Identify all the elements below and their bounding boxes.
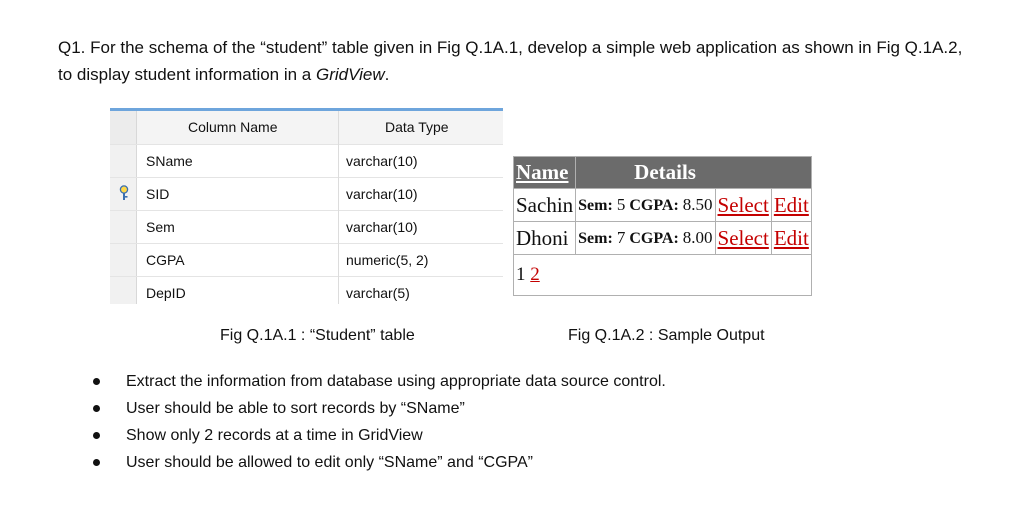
column-name: SID: [146, 186, 170, 202]
list-item: User should be allowed to edit only “SName” and “CGPA”: [92, 449, 666, 476]
edit-cell: [771, 189, 811, 222]
column-name: CGPA: [146, 252, 185, 268]
student-name: Dhoni: [514, 222, 576, 255]
column-name-header: Column Name: [188, 119, 278, 135]
grid-row: [514, 189, 812, 222]
student-name: Sachin: [514, 189, 576, 222]
question-emphasis: GridView: [315, 65, 385, 84]
schema-row: [110, 178, 503, 211]
row-selector: [110, 111, 137, 144]
edit-cell: [771, 222, 811, 255]
data-type: numeric(5, 2): [346, 252, 429, 268]
pager-current-page: 1: [516, 264, 526, 285]
select-link[interactable]: Select: [717, 225, 769, 250]
grid-header-row: [514, 157, 812, 189]
data-type: varchar(10): [346, 153, 418, 169]
grid-pager-row: [514, 255, 812, 296]
column-name: Sem: [146, 219, 175, 235]
row-selector: [110, 178, 137, 210]
pager: [514, 255, 812, 296]
column-name: DepID: [146, 285, 186, 301]
name-header[interactable]: [514, 157, 576, 189]
fig1-caption: Fig Q.1A.1 : “Student” table: [220, 327, 415, 344]
student-details: Sem: 5 CGPA: 8.50: [576, 189, 715, 222]
data-type: varchar(10): [346, 186, 418, 202]
data-type: varchar(10): [346, 219, 418, 235]
row-selector: [110, 211, 137, 243]
schema-row: [110, 277, 503, 304]
key-icon: [119, 185, 129, 201]
data-type: varchar(5): [346, 285, 410, 301]
list-item: Extract the information from database using appropriate data source control.: [92, 368, 666, 395]
select-link[interactable]: Select: [717, 192, 769, 217]
schema-header-row: [110, 111, 503, 145]
student-details: Sem: 7 CGPA: 8.00: [576, 222, 715, 255]
select-cell: [715, 222, 771, 255]
grid-row: [514, 222, 812, 255]
list-item: User should be able to sort records by “SName”: [92, 395, 666, 422]
edit-link[interactable]: Edit: [773, 192, 809, 217]
schema-row: [110, 244, 503, 277]
sample-output-gridview: [513, 156, 812, 296]
schema-row: [110, 145, 503, 178]
name-sort-link[interactable]: Name: [516, 160, 569, 184]
pager-page-link[interactable]: 2: [530, 264, 540, 285]
question-text: Q1. For the schema of the “student” table given in Fig Q.1A.1, develop a simple web application as shown in Fig Q.1A.2, to display student information in a GridView.: [58, 38, 963, 84]
details-header: Details: [576, 157, 812, 189]
row-selector: [110, 277, 137, 304]
column-divider: [338, 111, 339, 304]
schema-row: [110, 211, 503, 244]
list-item: Show only 2 records at a time in GridView: [92, 422, 666, 449]
edit-link[interactable]: Edit: [773, 225, 809, 250]
column-name: SName: [146, 153, 193, 169]
requirements-list: [92, 368, 666, 476]
fig2-caption: Fig Q.1A.2 : Sample Output: [568, 327, 765, 344]
row-selector: [110, 244, 137, 276]
student-schema-table: [110, 108, 503, 304]
data-type-header: Data Type: [385, 119, 449, 135]
row-selector: [110, 145, 137, 177]
select-cell: [715, 189, 771, 222]
